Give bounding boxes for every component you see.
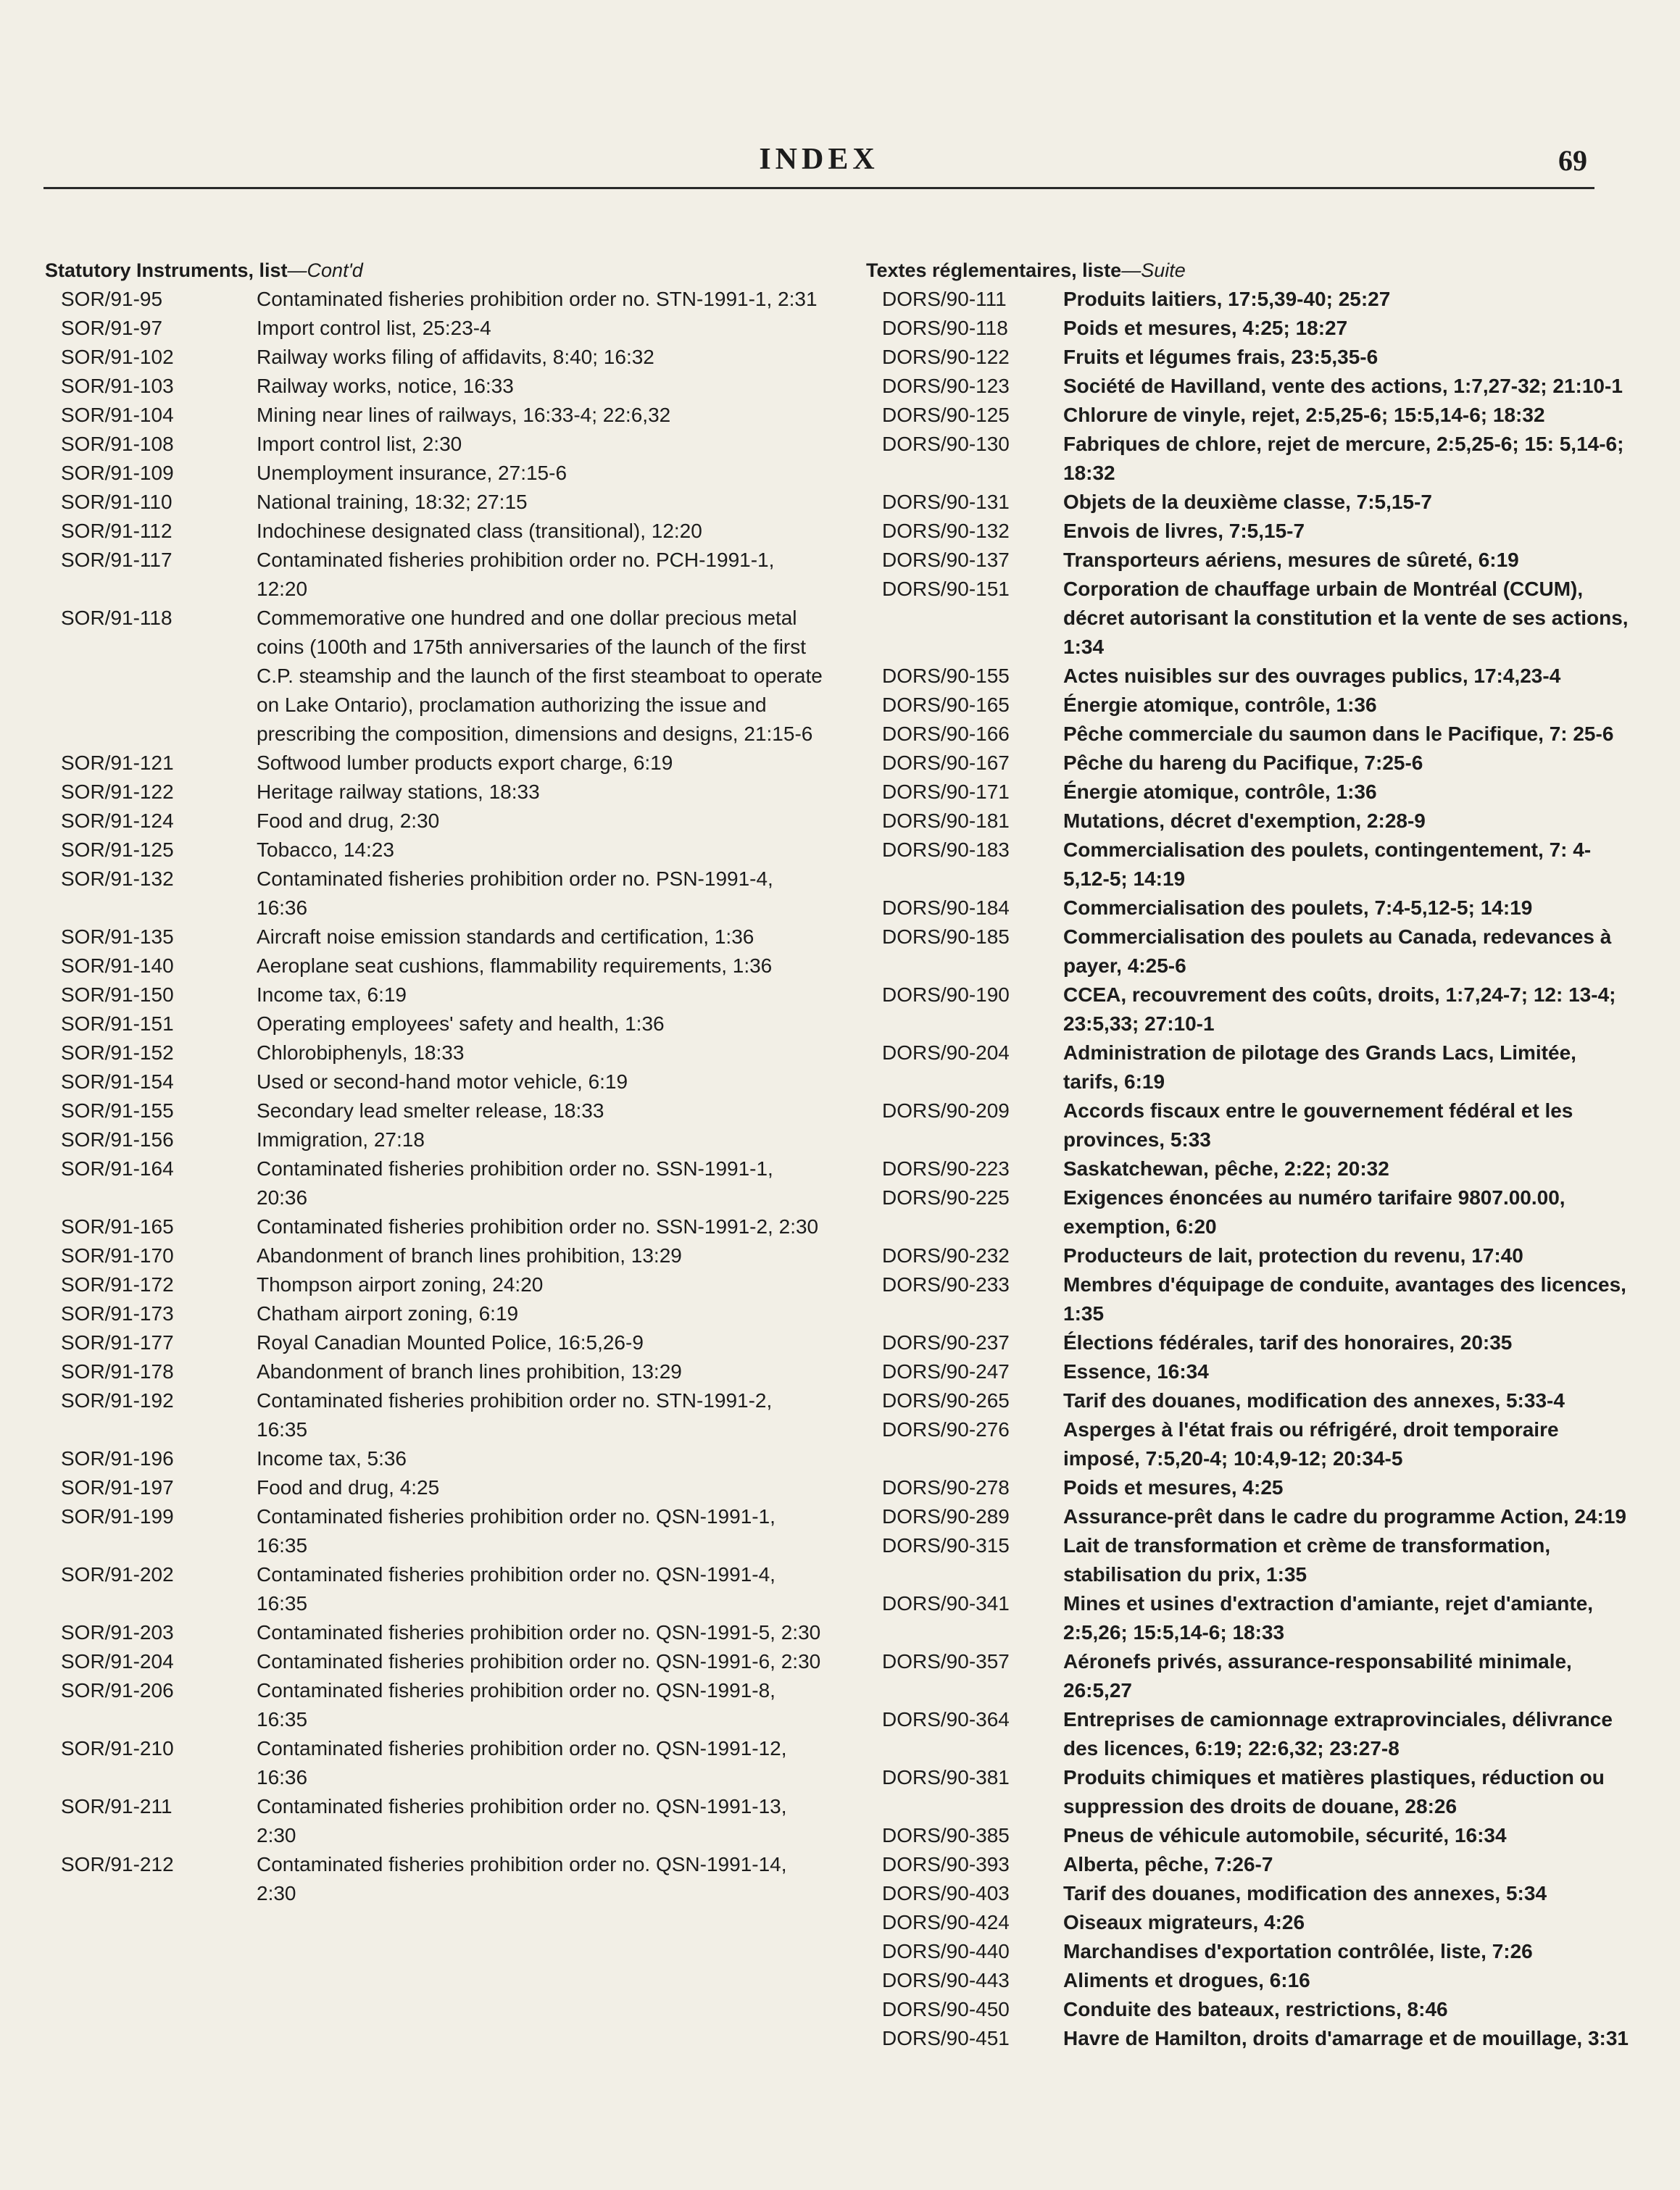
index-entry: [45, 1647, 828, 1676]
entry-code: DORS/90-440: [882, 1940, 1010, 1962]
entry-code: DORS/90-403: [882, 1882, 1010, 1904]
entry-code: DORS/90-450: [882, 1998, 1010, 2020]
entry-code: SOR/91-124: [61, 809, 174, 832]
index-entry: [866, 778, 1634, 807]
index-entry: [866, 575, 1634, 662]
index-entry: [45, 923, 828, 952]
entry-description: Contaminated fisheries prohibition order no. STN-1991-1, 2:31: [257, 288, 818, 310]
entry-description: National training, 18:32; 27:15: [257, 491, 528, 513]
index-entry: [45, 517, 828, 546]
index-entry: [45, 1212, 828, 1241]
index-entry: [45, 1154, 828, 1212]
entry-code: DORS/90-393: [882, 1853, 1010, 1875]
index-entry: [866, 691, 1634, 720]
entry-code: DORS/90-443: [882, 1969, 1010, 1991]
entry-code: DORS/90-122: [882, 346, 1010, 368]
index-entry: [866, 1937, 1634, 1966]
entry-description: Actes nuisibles sur des ouvrages publics, 17:4,23-4: [1063, 665, 1561, 687]
index-entry: [866, 807, 1634, 836]
entry-description: Aircraft noise emission standards and certification, 1:36: [257, 925, 754, 948]
index-entry: [866, 1531, 1634, 1589]
entry-description: Contaminated fisheries prohibition order no. SSN-1991-1, 20:36: [257, 1157, 773, 1209]
entry-code: SOR/91-199: [61, 1505, 174, 1528]
entry-code: SOR/91-104: [61, 404, 174, 426]
index-entry: [866, 1183, 1634, 1241]
entry-description: Membres d'équipage de conduite, avantages des licences, 1:35: [1063, 1273, 1626, 1325]
index-entry: [45, 1125, 828, 1154]
entry-code: SOR/91-125: [61, 838, 174, 861]
index-entry: [45, 1386, 828, 1444]
index-entry: [45, 1473, 828, 1502]
index-entry: [866, 1821, 1634, 1850]
entry-description: Commercialisation des poulets au Canada, redevances à payer, 4:25-6: [1063, 925, 1612, 977]
index-entry: [866, 1415, 1634, 1473]
index-entry: [866, 1763, 1634, 1821]
entry-code: SOR/91-151: [61, 1012, 174, 1035]
left-entry-list: [45, 285, 828, 1908]
entry-code: SOR/91-192: [61, 1389, 174, 1412]
entry-code: SOR/91-110: [61, 491, 172, 513]
index-entry: [866, 2024, 1634, 2053]
entry-description: Used or second-hand motor vehicle, 6:19: [257, 1070, 628, 1093]
index-entry: [45, 1328, 828, 1357]
entry-code: SOR/91-165: [61, 1215, 174, 1238]
entry-description: Railway works filing of affidavits, 8:40; 16:32: [257, 346, 654, 368]
index-entry: [45, 1270, 828, 1299]
header-rule: [43, 187, 1594, 189]
entry-code: SOR/91-178: [61, 1360, 174, 1383]
entry-description: Tarif des douanes, modification des annexes, 5:34: [1063, 1882, 1547, 1904]
entry-description: Contaminated fisheries prohibition order no. PSN-1991-4, 16:36: [257, 867, 773, 919]
entry-code: SOR/91-102: [61, 346, 174, 368]
index-entry: [866, 1908, 1634, 1937]
entry-code: DORS/90-151: [882, 578, 1010, 600]
entry-description: Income tax, 5:36: [257, 1447, 407, 1470]
index-entry: [866, 1502, 1634, 1531]
index-entry: [866, 1038, 1634, 1096]
index-entry: [45, 749, 828, 778]
entry-code: DORS/90-276: [882, 1418, 1010, 1441]
page-title: INDEX: [759, 143, 879, 176]
entry-code: DORS/90-233: [882, 1273, 1010, 1296]
entry-description: Food and drug, 4:25: [257, 1476, 440, 1499]
entry-description: Tobacco, 14:23: [257, 838, 394, 861]
entry-code: SOR/91-211: [61, 1795, 172, 1818]
index-entry: [866, 372, 1634, 401]
entry-description: Immigration, 27:18: [257, 1128, 425, 1151]
entry-code: SOR/91-164: [61, 1157, 174, 1180]
entry-code: SOR/91-197: [61, 1476, 174, 1499]
index-entry: [45, 952, 828, 980]
index-entry: [866, 1357, 1634, 1386]
index-entry: [866, 1241, 1634, 1270]
entry-code: DORS/90-278: [882, 1476, 1010, 1499]
entry-description: Poids et mesures, 4:25; 18:27: [1063, 317, 1348, 339]
entry-description: Secondary lead smelter release, 18:33: [257, 1099, 604, 1122]
entry-code: SOR/91-172: [61, 1273, 174, 1296]
page-header: [43, 138, 1594, 181]
entry-code: SOR/91-112: [61, 520, 172, 542]
index-entry: [866, 1473, 1634, 1502]
entry-code: DORS/90-111: [882, 288, 1007, 310]
entry-code: SOR/91-155: [61, 1099, 174, 1122]
index-entry: [866, 749, 1634, 778]
entry-code: SOR/91-177: [61, 1331, 174, 1354]
entry-description: Assurance-prêt dans le cadre du programme Action, 24:19: [1063, 1505, 1626, 1528]
entry-description: Food and drug, 2:30: [257, 809, 440, 832]
index-entry: [45, 1502, 828, 1560]
left-column: [45, 257, 828, 1908]
entry-description: Chlorure de vinyle, rejet, 2:5,25-6; 15:5,14-6; 18:32: [1063, 404, 1545, 426]
entry-description: Alberta, pêche, 7:26-7: [1063, 1853, 1273, 1875]
index-entry: [866, 343, 1634, 372]
entry-code: DORS/90-451: [882, 2027, 1010, 2049]
entry-code: DORS/90-185: [882, 925, 1010, 948]
entry-code: DORS/90-155: [882, 665, 1010, 687]
entry-code: DORS/90-265: [882, 1389, 1010, 1412]
entry-description: Mining near lines of railways, 16:33-4; 22:6,32: [257, 404, 671, 426]
entry-code: SOR/91-97: [61, 317, 163, 339]
entry-description: Contaminated fisheries prohibition order no. QSN-1991-5, 2:30: [257, 1621, 821, 1644]
entry-description: Contaminated fisheries prohibition order no. QSN-1991-4, 16:35: [257, 1563, 775, 1615]
entry-code: DORS/90-131: [882, 491, 1010, 513]
entry-description: Énergie atomique, contrôle, 1:36: [1063, 694, 1377, 716]
entry-code: SOR/91-132: [61, 867, 174, 890]
entry-description: Entreprises de camionnage extraprovinciales, délivrance des licences, 6:19; 22:6,32; 23:27-8: [1063, 1708, 1613, 1760]
entry-description: Contaminated fisheries prohibition order no. QSN-1991-14, 2:30: [257, 1853, 787, 1904]
index-entry: [45, 459, 828, 488]
entry-code: DORS/90-289: [882, 1505, 1010, 1528]
index-entry: [866, 1270, 1634, 1328]
index-entry: [866, 662, 1634, 691]
entry-description: Commercialisation des poulets, 7:4-5,12-5; 14:19: [1063, 896, 1533, 919]
left-heading-text: Statutory Instruments, list: [45, 259, 288, 281]
entry-code: DORS/90-184: [882, 896, 1010, 919]
entry-code: DORS/90-132: [882, 520, 1010, 542]
index-entry: [866, 894, 1634, 923]
index-entry: [45, 1560, 828, 1618]
entry-code: SOR/91-170: [61, 1244, 174, 1267]
index-entry: [45, 604, 828, 749]
index-entry: [866, 1328, 1634, 1357]
entry-code: SOR/91-156: [61, 1128, 174, 1151]
entry-code: SOR/91-103: [61, 375, 174, 397]
entry-code: DORS/90-424: [882, 1911, 1010, 1933]
index-entry: [45, 865, 828, 923]
entry-description: Aeroplane seat cushions, flammability requirements, 1:36: [257, 954, 773, 977]
entry-code: DORS/90-223: [882, 1157, 1010, 1180]
entry-code: SOR/91-203: [61, 1621, 174, 1644]
entry-code: DORS/90-225: [882, 1186, 1010, 1209]
index-entry: [45, 314, 828, 343]
entry-description: Abandonment of branch lines prohibition, 13:29: [257, 1244, 682, 1267]
entry-description: Unemployment insurance, 27:15-6: [257, 462, 567, 484]
entry-description: Énergie atomique, contrôle, 1:36: [1063, 780, 1377, 803]
entry-description: Transporteurs aériens, mesures de sûreté, 6:19: [1063, 549, 1519, 571]
entry-description: Railway works, notice, 16:33: [257, 375, 514, 397]
entry-description: Objets de la deuxième classe, 7:5,15-7: [1063, 491, 1432, 513]
entry-description: Havre de Hamilton, droits d'amarrage et de mouillage, 3:31: [1063, 2027, 1629, 2049]
index-entry: [866, 517, 1634, 546]
entry-description: Aéronefs privés, assurance-responsabilité minimale, 26:5,27: [1063, 1650, 1572, 1702]
entry-description: Mutations, décret d'exemption, 2:28-9: [1063, 809, 1426, 832]
entry-code: DORS/90-385: [882, 1824, 1010, 1846]
index-entry: [866, 720, 1634, 749]
entry-description: Asperges à l'état frais ou réfrigéré, droit temporaire imposé, 7:5,20-4; 10:4,9-12; 20:34-5: [1063, 1418, 1559, 1470]
entry-code: SOR/91-108: [61, 433, 174, 455]
index-entry: [866, 1966, 1634, 1995]
entry-description: Lait de transformation et crème de transformation, stabilisation du prix, 1:35: [1063, 1534, 1551, 1586]
entry-code: DORS/90-123: [882, 375, 1010, 397]
index-entry: [866, 546, 1634, 575]
entry-code: SOR/91-95: [61, 288, 163, 310]
entry-description: Pneus de véhicule automobile, sécurité, 16:34: [1063, 1824, 1507, 1846]
right-entry-list: [866, 285, 1634, 2053]
index-entry: [866, 836, 1634, 894]
entry-code: DORS/90-125: [882, 404, 1010, 426]
entry-description: Commercialisation des poulets, contingentement, 7: 4-5,12-5; 14:19: [1063, 838, 1592, 890]
entry-code: SOR/91-206: [61, 1679, 174, 1702]
index-entry: [45, 285, 828, 314]
index-entry: [45, 372, 828, 401]
entry-code: SOR/91-154: [61, 1070, 174, 1093]
index-entry: [45, 1038, 828, 1067]
entry-code: SOR/91-121: [61, 751, 174, 774]
entry-code: SOR/91-202: [61, 1563, 174, 1586]
index-entry: [45, 807, 828, 836]
entry-description: Pêche du hareng du Pacifique, 7:25-6: [1063, 751, 1423, 774]
entry-code: SOR/91-210: [61, 1737, 174, 1760]
entry-code: DORS/90-315: [882, 1534, 1010, 1557]
entry-description: Operating employees' safety and health, 1:36: [257, 1012, 665, 1035]
index-entry: [866, 1386, 1634, 1415]
right-column-heading: [866, 257, 1634, 283]
entry-description: Income tax, 6:19: [257, 983, 407, 1006]
entry-code: DORS/90-130: [882, 433, 1010, 455]
index-entry: [45, 1299, 828, 1328]
index-entry: [866, 430, 1634, 488]
index-entry: [45, 546, 828, 604]
index-entry: [45, 488, 828, 517]
entry-description: Produits laitiers, 17:5,39-40; 25:27: [1063, 288, 1391, 310]
entry-description: Fruits et légumes frais, 23:5,35-6: [1063, 346, 1378, 368]
right-heading-suffix: —Suite: [1121, 259, 1186, 281]
entry-code: SOR/91-212: [61, 1853, 174, 1875]
entry-description: Conduite des bateaux, restrictions, 8:46: [1063, 1998, 1448, 2020]
index-entry: [45, 1096, 828, 1125]
right-heading-text: Textes réglementaires, liste: [866, 259, 1122, 281]
entry-description: Thompson airport zoning, 24:20: [257, 1273, 544, 1296]
entry-description: Contaminated fisheries prohibition order no. QSN-1991-1, 16:35: [257, 1505, 775, 1557]
index-entry: [866, 285, 1634, 314]
entry-description: Produits chimiques et matières plastiques, réduction ou suppression des droits de douane, 28:26: [1063, 1766, 1605, 1818]
entry-code: SOR/91-196: [61, 1447, 174, 1470]
index-entry: [866, 1850, 1634, 1879]
entry-code: SOR/91-173: [61, 1302, 174, 1325]
entry-description: Contaminated fisheries prohibition order no. PCH-1991-1, 12:20: [257, 549, 775, 600]
entry-code: DORS/90-167: [882, 751, 1010, 774]
index-entry: [45, 430, 828, 459]
entry-code: DORS/90-137: [882, 549, 1010, 571]
index-entry: [866, 1589, 1634, 1647]
entry-description: Contaminated fisheries prohibition order no. SSN-1991-2, 2:30: [257, 1215, 819, 1238]
entry-description: Accords fiscaux entre le gouvernement fédéral et les provinces, 5:33: [1063, 1099, 1573, 1151]
entry-code: DORS/90-190: [882, 983, 1010, 1006]
index-entry: [45, 1444, 828, 1473]
entry-description: Corporation de chauffage urbain de Montréal (CCUM), décret autorisant la constitution et la vente de ses actions, 1:34: [1063, 578, 1629, 658]
index-entry: [45, 1241, 828, 1270]
entry-code: DORS/90-364: [882, 1708, 1010, 1731]
entry-description: Producteurs de lait, protection du revenu, 17:40: [1063, 1244, 1523, 1267]
entry-code: SOR/91-118: [61, 607, 172, 629]
entry-code: DORS/90-381: [882, 1766, 1010, 1789]
entry-description: Saskatchewan, pêche, 2:22; 20:32: [1063, 1157, 1389, 1180]
entry-code: SOR/91-140: [61, 954, 174, 977]
entry-code: DORS/90-232: [882, 1244, 1010, 1267]
entry-description: CCEA, recouvrement des coûts, droits, 1:7,24-7; 12: 13-4; 23:5,33; 27:10-1: [1063, 983, 1616, 1035]
entry-code: DORS/90-341: [882, 1592, 1010, 1615]
entry-description: Chatham airport zoning, 6:19: [257, 1302, 519, 1325]
index-entry: [866, 1995, 1634, 2024]
entry-description: Commemorative one hundred and one dollar precious metal coins (100th and 175th anniversaries of the launch of the first C.P. steamship and the launch of the first steamboat to operate on Lake Ontario), proclamation authorizing the issue and prescribing the composition, dimensions and designs, 21:15-6: [257, 607, 823, 745]
entry-description: Import control list, 2:30: [257, 433, 462, 455]
index-entry: [45, 1676, 828, 1734]
index-entry: [45, 836, 828, 865]
entry-code: DORS/90-165: [882, 694, 1010, 716]
entry-code: DORS/90-204: [882, 1041, 1010, 1064]
index-entry: [866, 314, 1634, 343]
right-column: [866, 257, 1634, 2053]
entry-code: SOR/91-204: [61, 1650, 174, 1673]
index-entry: [866, 488, 1634, 517]
index-entry: [866, 1096, 1634, 1154]
entry-description: Oiseaux migrateurs, 4:26: [1063, 1911, 1305, 1933]
index-entry: [866, 1154, 1634, 1183]
entry-code: SOR/91-109: [61, 462, 174, 484]
entry-description: Import control list, 25:23-4: [257, 317, 491, 339]
entry-description: Aliments et drogues, 6:16: [1063, 1969, 1310, 1991]
index-entry: [45, 343, 828, 372]
entry-description: Contaminated fisheries prohibition order no. STN-1991-2, 16:35: [257, 1389, 773, 1441]
entry-description: Élections fédérales, tarif des honoraires, 20:35: [1063, 1331, 1513, 1354]
entry-description: Fabriques de chlore, rejet de mercure, 2:5,25-6; 15: 5,14-6; 18:32: [1063, 433, 1624, 484]
index-entry: [866, 980, 1634, 1038]
index-entry: [45, 1734, 828, 1792]
entry-code: DORS/90-166: [882, 723, 1010, 745]
index-entry: [45, 1067, 828, 1096]
entry-description: Envois de livres, 7:5,15-7: [1063, 520, 1305, 542]
index-entry: [45, 1792, 828, 1850]
entry-code: DORS/90-237: [882, 1331, 1010, 1354]
entry-description: Contaminated fisheries prohibition order no. QSN-1991-6, 2:30: [257, 1650, 821, 1673]
entry-description: Contaminated fisheries prohibition order no. QSN-1991-13, 2:30: [257, 1795, 787, 1846]
index-entry: [866, 401, 1634, 430]
entry-description: Abandonment of branch lines prohibition, 13:29: [257, 1360, 682, 1383]
entry-description: Contaminated fisheries prohibition order no. QSN-1991-8, 16:35: [257, 1679, 775, 1731]
entry-description: Essence, 16:34: [1063, 1360, 1209, 1383]
entry-description: Marchandises d'exportation contrôlée, liste, 7:26: [1063, 1940, 1533, 1962]
entry-description: Heritage railway stations, 18:33: [257, 780, 540, 803]
entry-code: DORS/90-247: [882, 1360, 1010, 1383]
left-column-heading: [45, 257, 828, 283]
index-entry: [45, 401, 828, 430]
entry-code: SOR/91-135: [61, 925, 174, 948]
index-entry: [866, 923, 1634, 980]
entry-description: Royal Canadian Mounted Police, 16:5,26-9: [257, 1331, 644, 1354]
entry-description: Contaminated fisheries prohibition order no. QSN-1991-12, 16:36: [257, 1737, 787, 1789]
index-entry: [866, 1647, 1634, 1705]
index-entry: [45, 778, 828, 807]
index-entry: [45, 1357, 828, 1386]
entry-description: Chlorobiphenyls, 18:33: [257, 1041, 465, 1064]
index-entry: [866, 1705, 1634, 1763]
entry-description: Tarif des douanes, modification des annexes, 5:33-4: [1063, 1389, 1565, 1412]
page-number: 69: [1558, 144, 1587, 177]
left-heading-suffix: —Cont'd: [287, 259, 363, 281]
index-entry: [45, 1618, 828, 1647]
entry-code: DORS/90-181: [882, 809, 1010, 832]
entry-code: DORS/90-118: [882, 317, 1008, 339]
entry-description: Société de Havilland, vente des actions, 1:7,27-32; 21:10-1: [1063, 375, 1623, 397]
entry-code: DORS/90-209: [882, 1099, 1010, 1122]
entry-code: SOR/91-150: [61, 983, 174, 1006]
entry-code: DORS/90-171: [882, 780, 1010, 803]
entry-description: Pêche commerciale du saumon dans le Pacifique, 7: 25-6: [1063, 723, 1614, 745]
index-entry: [45, 1850, 828, 1908]
entry-description: Administration de pilotage des Grands Lacs, Limitée, tarifs, 6:19: [1063, 1041, 1576, 1093]
index-entry: [45, 1009, 828, 1038]
entry-code: SOR/91-152: [61, 1041, 174, 1064]
entry-code: DORS/90-357: [882, 1650, 1010, 1673]
entry-description: Exigences énoncées au numéro tarifaire 9807.00.00, exemption, 6:20: [1063, 1186, 1565, 1238]
entry-description: Indochinese designated class (transitional), 12:20: [257, 520, 702, 542]
index-entry: [866, 1879, 1634, 1908]
index-entry: [45, 980, 828, 1009]
entry-code: DORS/90-183: [882, 838, 1010, 861]
entry-code: SOR/91-117: [61, 549, 172, 571]
entry-code: SOR/91-122: [61, 780, 174, 803]
entry-description: Mines et usines d'extraction d'amiante, rejet d'amiante, 2:5,26; 15:5,14-6; 18:33: [1063, 1592, 1594, 1644]
entry-description: Softwood lumber products export charge, 6:19: [257, 751, 673, 774]
entry-description: Poids et mesures, 4:25: [1063, 1476, 1284, 1499]
